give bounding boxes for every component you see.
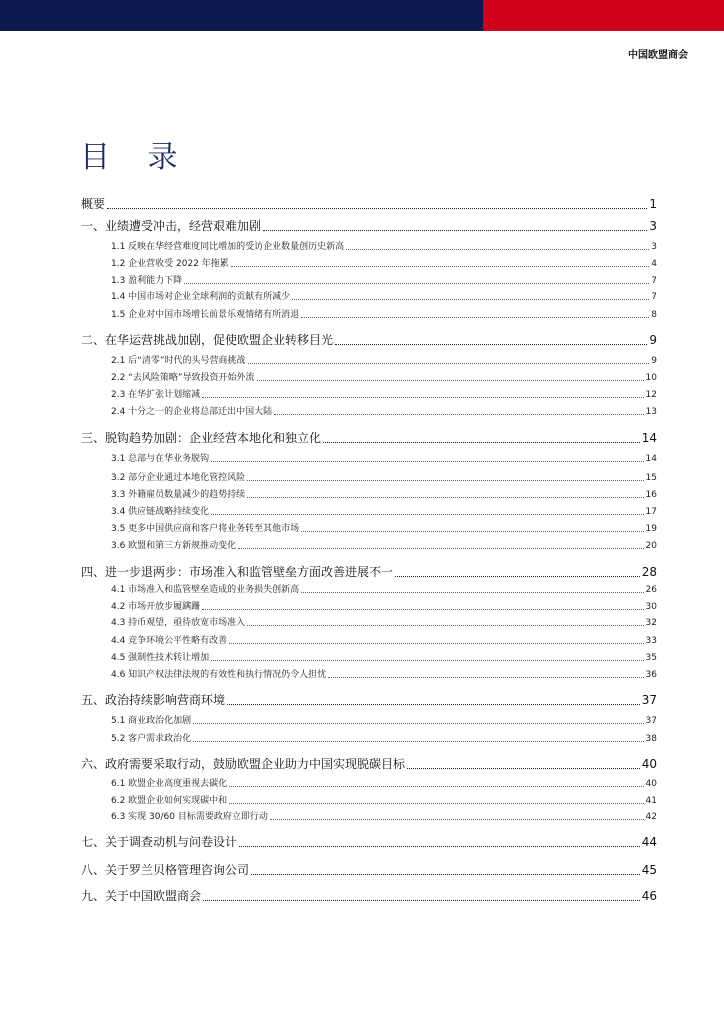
toc-dot-leader (346, 249, 649, 250)
toc-entry-label: 4.6 知识产权法律法规的有效性和执行情况仍令人担忧 (111, 670, 327, 680)
toc-entry-label: 二、在华运营挑战加剧，促使欧盟企业转移目光 (81, 333, 334, 347)
toc-entry-label: 1.4 中国市场对企业全球利润的贡献有所减少 (111, 292, 291, 302)
toc-page-number: 45 (641, 863, 657, 877)
toc-page-number: 46 (641, 889, 657, 903)
toc-section[interactable] (111, 470, 657, 483)
toc-page-number: 16 (645, 490, 657, 500)
toc-page-number: 35 (645, 653, 657, 663)
toc-dot-leader (193, 723, 643, 724)
toc-page-number: 7 (651, 292, 657, 302)
toc-section[interactable] (111, 387, 657, 400)
toc-page-number: 1 (649, 197, 657, 211)
toc-page-number: 9 (651, 356, 657, 366)
toc-dot-leader (328, 677, 643, 678)
toc-dot-leader (239, 846, 640, 847)
toc-page-number: 37 (645, 716, 657, 726)
toc-dot-leader (211, 461, 643, 462)
toc-entry-label: 3.1 总部与在华业务脱钩 (111, 454, 210, 464)
toc-dot-leader (263, 230, 647, 231)
toc-dot-leader (301, 317, 649, 318)
toc-entry-label: 4.4 竞争环境公平性略有改善 (111, 636, 228, 646)
toc-page-number: 42 (645, 812, 657, 822)
toc-page-number: 4 (651, 259, 657, 269)
toc-page-number: 19 (645, 524, 657, 534)
toc-dot-leader (184, 283, 649, 284)
toc-entry-label: 2.1 后“清零”时代的头号营商挑战 (111, 356, 246, 366)
toc-dot-leader (107, 208, 647, 209)
toc-dot-leader (227, 704, 640, 705)
page-title: 目 录 (80, 140, 192, 175)
org-name: 中国欧盟商会 (628, 50, 688, 61)
toc-page-number: 37 (641, 693, 657, 707)
toc-section[interactable] (111, 353, 657, 366)
toc-section[interactable] (111, 538, 657, 551)
toc-page-number: 41 (645, 796, 657, 806)
toc-page-number: 13 (645, 407, 657, 417)
toc-dot-leader (193, 741, 643, 742)
toc-section[interactable] (111, 307, 657, 320)
toc-entry-label: 4.2 市场开放步履蹒跚 (111, 602, 201, 612)
toc-page-number: 3 (649, 219, 657, 233)
toc-entry-label: 1.3 盈利能力下降 (111, 276, 183, 286)
toc-page-number: 12 (645, 390, 657, 400)
toc-section[interactable] (111, 793, 657, 806)
toc-page-number: 30 (645, 602, 657, 612)
toc-dot-leader (229, 643, 643, 644)
toc-section[interactable] (111, 256, 657, 269)
toc-dot-leader (229, 786, 643, 787)
header-bar-red (483, 0, 724, 31)
toc-entry-label: 5.2 客户需求政治化 (111, 734, 192, 744)
toc-entry-label: 2.4 十分之一的企业将总部迁出中国大陆 (111, 407, 273, 417)
toc-dot-leader (248, 363, 650, 364)
toc-chapter[interactable] (81, 691, 657, 708)
toc-chapter[interactable] (81, 429, 657, 446)
toc-section[interactable] (111, 599, 657, 612)
toc-entry-label: 1.5 企业对中国市场增长前景乐观情绪有所消退 (111, 310, 300, 320)
toc-page-number: 7 (651, 276, 657, 286)
toc-section[interactable] (111, 809, 657, 822)
toc-section[interactable] (111, 776, 657, 789)
toc-entry-label: 六、政府需要采取行动，鼓励欧盟企业助力中国实现脱碳目标 (81, 757, 406, 771)
toc-dot-leader (211, 514, 643, 515)
toc-page-number: 38 (645, 734, 657, 744)
toc-chapter[interactable] (81, 331, 657, 348)
toc-entry-label: 3.2 部分企业通过本地化管控风险 (111, 473, 246, 483)
toc-section[interactable] (111, 487, 657, 500)
toc-section[interactable] (111, 713, 657, 726)
toc-chapter[interactable] (81, 833, 657, 850)
toc-entry-label: 四、进一步退两步：市场准入和监管壁垒方面改善进展不一 (81, 565, 394, 579)
header-color-bar (0, 0, 724, 31)
toc-entry-label: 4.1 市场准入和监管壁垒造成的业务损失创新高 (111, 585, 300, 595)
header-bar-navy (0, 0, 483, 31)
toc-section[interactable] (111, 504, 657, 517)
toc-entry-label: 3.4 供应链战略持续变化 (111, 507, 210, 517)
toc-section[interactable] (111, 731, 657, 744)
toc-dot-leader (301, 592, 643, 593)
toc-section[interactable] (111, 633, 657, 646)
toc-entry-label: 五、政治持续影响营商环境 (81, 693, 226, 707)
toc-dot-leader (229, 803, 643, 804)
toc-section[interactable] (111, 650, 657, 663)
toc-section[interactable] (111, 582, 657, 595)
toc-page-number: 26 (645, 585, 657, 595)
toc-section[interactable] (111, 370, 657, 383)
toc-entry-label: 2.2 “去风险策略”导致投资开始外流 (111, 373, 255, 383)
toc-entry-label: 2.3 在华扩张计划缩减 (111, 390, 201, 400)
toc-page-number: 8 (651, 310, 657, 320)
toc-dot-leader (292, 299, 649, 300)
toc-section[interactable] (111, 451, 657, 464)
toc-chapter[interactable] (81, 861, 657, 878)
toc-page-number: 28 (641, 565, 657, 579)
toc-dot-leader (395, 576, 640, 577)
toc-dot-leader (211, 660, 643, 661)
toc-dot-leader (202, 609, 643, 610)
toc-entry-label: 七、关于调查动机与问卷设计 (81, 835, 238, 849)
toc-page-number: 32 (645, 618, 657, 628)
toc-chapter[interactable] (81, 217, 657, 234)
toc-dot-leader (202, 397, 643, 398)
toc-page-number: 40 (641, 757, 657, 771)
toc-entry-label: 三、脱钩趋势加剧：企业经营本地化和独立化 (81, 431, 322, 445)
toc-page-number: 15 (645, 473, 657, 483)
toc-entry-label: 概要 (81, 197, 106, 211)
toc-dot-leader (257, 380, 644, 381)
toc-entry-label: 5.1 商业政治化加剧 (111, 716, 192, 726)
toc-entry-label: 6.1 欧盟企业高度重视去碳化 (111, 779, 228, 789)
toc-dot-leader (231, 266, 649, 267)
toc-dot-leader (247, 497, 643, 498)
toc-entry-label: 4.5 强制性技术转让增加 (111, 653, 210, 663)
toc-entry-label: 1.2 企业营收受 2022 年拖累 (111, 259, 229, 269)
toc-dot-leader (270, 819, 644, 820)
toc-section[interactable] (111, 615, 657, 628)
toc-entry-label: 3.6 欧盟和第三方新规推动变化 (111, 541, 237, 551)
toc-chapter[interactable] (81, 887, 657, 904)
toc-page-number: 33 (645, 636, 657, 646)
toc-page-number: 40 (645, 779, 657, 789)
toc-chapter[interactable] (81, 563, 657, 580)
toc-page-number: 20 (645, 541, 657, 551)
toc-dot-leader (203, 900, 640, 901)
toc-dot-leader (251, 874, 640, 875)
toc-page-number: 14 (645, 454, 657, 464)
toc-entry-label: 6.2 欧盟企业如何实现碳中和 (111, 796, 228, 806)
toc-page-number: 44 (641, 835, 657, 849)
toc-section[interactable] (111, 667, 657, 680)
toc-page-number: 14 (641, 431, 657, 445)
toc-dot-leader (335, 344, 647, 345)
toc-section[interactable] (111, 239, 657, 252)
toc-entry-label: 一、业绩遭受冲击，经营艰难加剧 (81, 219, 262, 233)
toc-page-number: 36 (645, 670, 657, 680)
toc-dot-leader (407, 768, 640, 769)
toc-entry-label: 1.1 反映在华经营难度同比增加的受访企业数量创历史新高 (111, 242, 345, 252)
toc-section[interactable] (111, 273, 657, 286)
toc-entry-label: 八、关于罗兰贝格管理咨询公司 (81, 863, 250, 877)
toc-dot-leader (238, 548, 643, 549)
toc-dot-leader (247, 625, 643, 626)
toc-section[interactable] (111, 404, 657, 417)
toc-page-number: 17 (645, 507, 657, 517)
toc-dot-leader (247, 480, 643, 481)
toc-section[interactable] (111, 289, 657, 302)
toc-dot-leader (274, 414, 643, 415)
toc-page-number: 9 (649, 333, 657, 347)
toc-entry-label: 6.3 实现 30/60 目标需要政府立即行动 (111, 812, 268, 822)
toc-page-number: 3 (651, 242, 657, 252)
toc-entry-label: 4.3 持币观望，亟待放宽市场准入 (111, 618, 246, 628)
toc-section[interactable] (111, 521, 657, 534)
toc-entry-label: 3.5 更多中国供应商和客户将业务转至其他市场 (111, 524, 300, 534)
toc-entry-label: 3.3 外籍雇员数量减少的趋势持续 (111, 490, 246, 500)
toc-chapter[interactable] (81, 755, 657, 772)
toc-chapter[interactable] (81, 195, 657, 212)
toc-entry-label: 九、关于中国欧盟商会 (81, 889, 202, 903)
toc-dot-leader (301, 531, 643, 532)
toc-page-number: 10 (645, 373, 657, 383)
toc-dot-leader (323, 442, 640, 443)
